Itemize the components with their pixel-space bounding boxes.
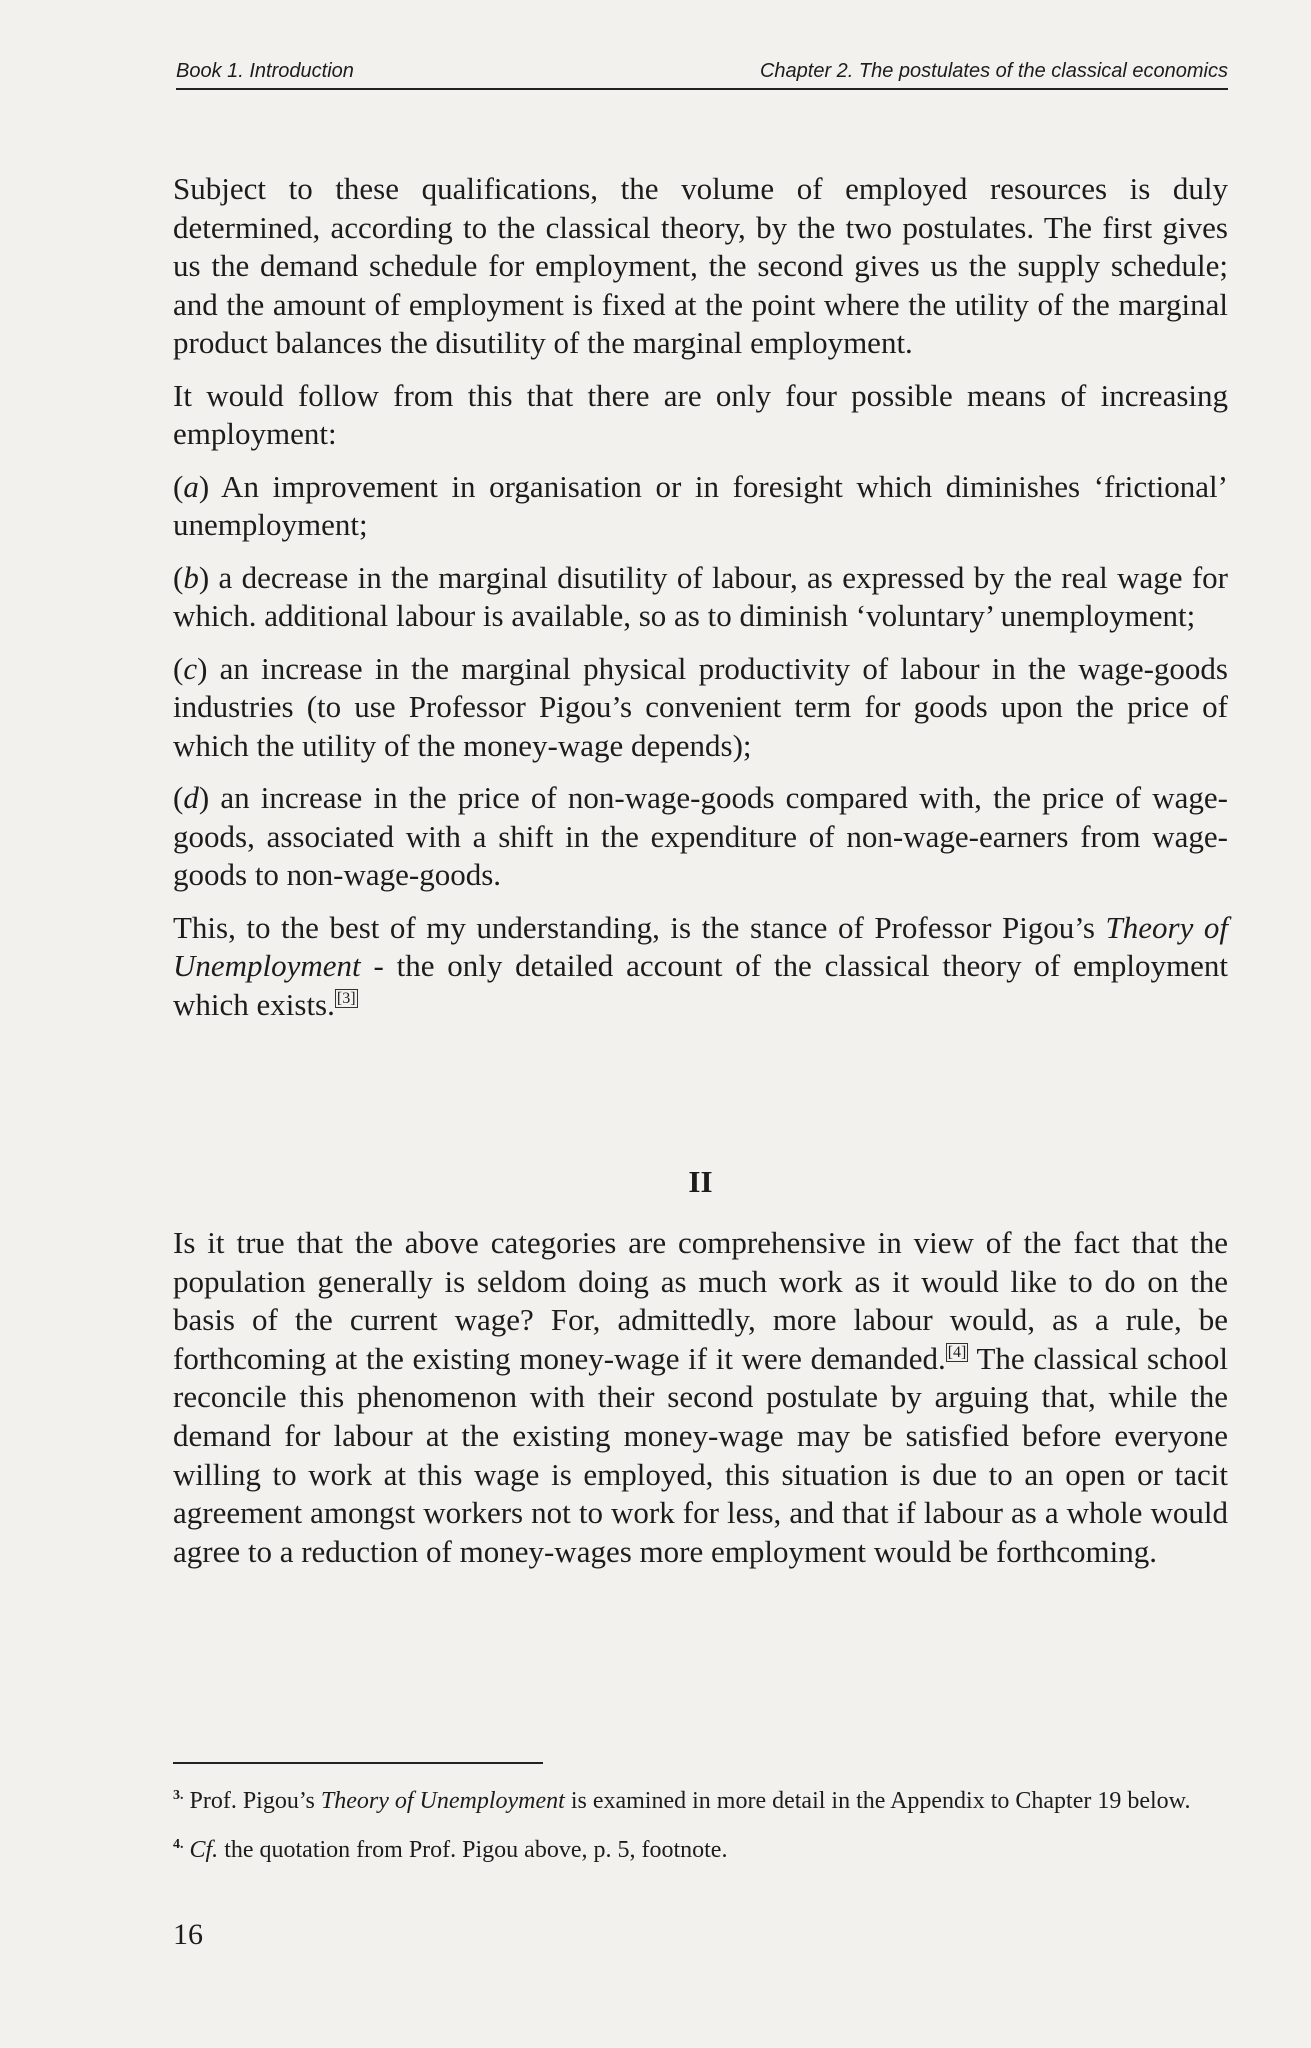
paragraph-pigou-stance (173, 909, 1228, 1025)
list-item-c: (c) an increase in the marginal physical productivity of labour in the wage-goods industries (to use Professor Pigou’s convenient term for goods upon the price of which the utility of the money-wage depends); (173, 650, 1228, 763)
comprehensive-end: The classical school reconcile this phenomenon with their second postulate by arguing that, while the demand for labour at the existing money-wage may be satisfied before everyone willing to work at this wage is employed, this situation is due to an open or tacit agreement amongst workers not to work for less, and that if labour as a whole would agree to a reduction of money-wages more employment would be forthcoming. (173, 1340, 1228, 1569)
section-two-body (173, 1224, 1228, 1571)
footnote-divider (173, 1762, 543, 1764)
list-text-d: an increase in the price of non-wage-goods compared with, the price of wage-goods, associated with a shift in the expenditure of non-wage-earners from wage-goods to non-wage-goods. (173, 780, 1228, 892)
footnote-4-number: 4. (173, 1837, 184, 1852)
list-label-d: d (183, 780, 199, 815)
list-item-a: (a) An improvement in organisation or in foresight which diminishes ‘frictional’ unemployment; (173, 468, 1228, 542)
list-label-c: c (183, 650, 198, 686)
footnote-link-4[interactable]: [4] (947, 1344, 967, 1362)
footnote-4 (173, 1829, 1228, 1866)
list-label-b: b (183, 559, 199, 595)
footnote-3 (173, 1780, 1228, 1817)
pigou-stance-start: This, to the best of my understanding, is the stance of Professor Pigou’s (173, 909, 1106, 945)
list-text-b: a decrease in the marginal disutility of labour, as expressed by the real wage for which. additional labour is available, so as to diminish ‘voluntary’ unemployment; (173, 559, 1228, 633)
paragraph-comprehensive (173, 1224, 1228, 1571)
footnotes (173, 1780, 1228, 1878)
comprehensive-start: Is it true that the above categories are comprehensive in view of the fact that the population generally is seldom doing as much work as it would like to do on the basis of the current wage? For, admittedly, more labour would, as a rule, be forthcoming at the existing money-wage if it were demanded. (173, 1225, 1228, 1376)
list-item-b: (b) a decrease in the marginal disutility of labour, as expressed by the real wage for which. additional labour is available, so as to diminish ‘voluntary’ unemployment; (173, 559, 1228, 633)
paragraph-postulates: Subject to these qualifications, the volume of employed resources is duly determined, according to the classical theory, by the two postulates. The first gives us the demand schedule for employment, the second gives us the supply schedule; and the amount of employment is fixed at the point where the utility of the marginal product balances the disutility of the marginal employment. (173, 171, 1228, 360)
paragraph-four-means: It would follow from this that there are only four possible means of increasing employment: (173, 377, 1228, 451)
page-number: 16 (173, 1918, 203, 1951)
list-text-c: an increase in the marginal physical productivity of labour in the wage-goods industries (to use Professor Pigou’s convenient term for goods upon the price of which the utility of the money-wage depends); (173, 650, 1228, 763)
footnote-4-end: the quotation from Prof. Pigou above, p. 5, footnote. (218, 1837, 728, 1863)
section-heading: II (688, 1164, 713, 1199)
pigou-stance-end: - the only detailed account of the classical theory of employment which exists. (173, 948, 1228, 1022)
running-header (176, 54, 1228, 90)
footnote-4-cf: Cf. (183, 1837, 219, 1863)
list-item-d: (d) an increase in the price of non-wage-goods compared with, the price of wage-goods, associated with a shift in the expenditure of non-wage-earners from wage-goods to non-wage-goods. (173, 780, 1228, 892)
footnote-link-3[interactable]: [3] (336, 990, 356, 1008)
footnote-3-end: is examined in more detail in the Appendix to Chapter 19 below. (564, 1788, 1191, 1814)
list-text-a: An improvement in organisation or in foresight which diminishes ‘frictional’ unemployment; (173, 468, 1228, 542)
book-title-italic: Theory of Unemployment (173, 909, 1229, 983)
list-label-a: a (183, 468, 199, 504)
footnote-3-number: 3. (173, 1788, 184, 1803)
header-chapter-title: Chapter 2. The postulates of the classical economics (759, 60, 1228, 82)
footnote-3-start: Prof. Pigou’s (183, 1788, 321, 1814)
header-book-title: Book 1. Introduction (176, 60, 354, 82)
section-one-body (173, 170, 1228, 1038)
footnote-3-title: Theory of Unemployment (320, 1788, 565, 1814)
